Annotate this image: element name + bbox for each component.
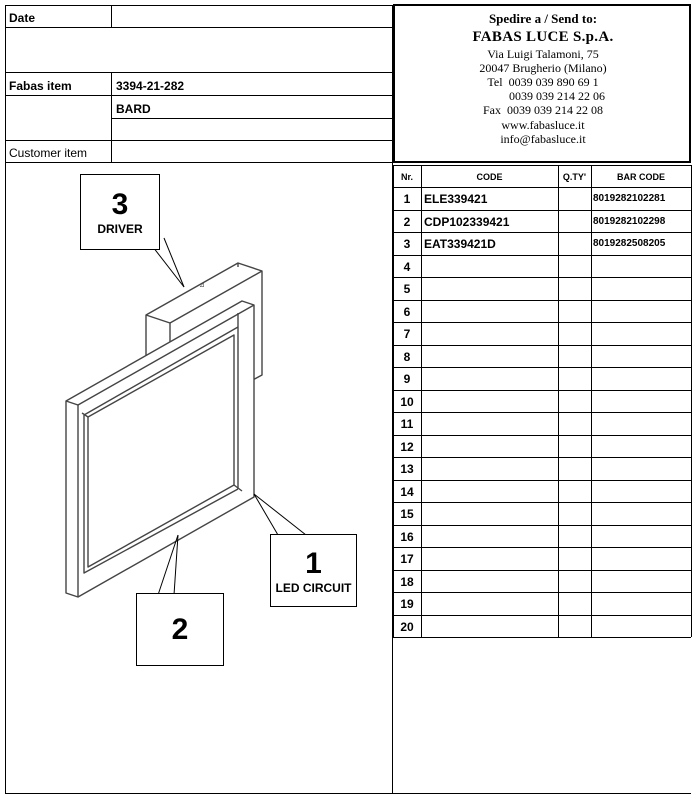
row-code: EAT339421D <box>424 236 496 251</box>
row-barcode <box>591 301 691 323</box>
row-barcode <box>591 571 691 593</box>
row-barcode <box>591 346 691 368</box>
row-qty <box>558 301 591 323</box>
row-number: 9 <box>403 371 411 386</box>
row-qty <box>558 211 591 233</box>
row-barcode <box>591 391 691 413</box>
fabas-item-code: 3394-21-282 <box>116 79 185 93</box>
callout-led-circuit <box>270 534 357 607</box>
row-code <box>421 458 558 480</box>
row-barcode <box>591 503 691 525</box>
customer-item-label: Customer item <box>9 146 88 160</box>
row-code <box>421 481 558 503</box>
row-qty <box>558 346 591 368</box>
col-header-barcode: BAR CODE <box>616 172 665 182</box>
row-code <box>421 548 558 570</box>
row-number: 15 <box>400 506 414 521</box>
row-qty <box>558 323 591 345</box>
address-title: Spedire a / Send to: <box>488 11 598 26</box>
date-label: Date <box>9 11 36 25</box>
row-code <box>421 503 558 525</box>
col-header-qty: Q.TY' <box>562 172 587 182</box>
row-qty <box>558 391 591 413</box>
row-number: 20 <box>400 619 414 634</box>
row-qty <box>558 278 591 300</box>
exploded-diagram <box>6 163 391 792</box>
svg-text:⊿: ⊿ <box>199 282 205 289</box>
company-name: FABAS LUCE S.p.A. <box>472 29 614 45</box>
row-number: 13 <box>400 461 414 476</box>
row-number: 4 <box>403 259 411 274</box>
row-code <box>421 323 558 345</box>
row-code <box>421 391 558 413</box>
callout-2 <box>136 593 224 666</box>
row-code: CDP102339421 <box>424 214 510 229</box>
row-code <box>421 593 558 615</box>
row-barcode <box>591 413 691 435</box>
row-code <box>421 346 558 368</box>
table-rule <box>393 165 691 166</box>
row-number: 14 <box>400 484 414 499</box>
row-code: ELE339421 <box>424 191 488 206</box>
row-number: 12 <box>400 439 414 454</box>
row-number: 3 <box>403 236 411 251</box>
row-code <box>421 571 558 593</box>
row-number: 10 <box>400 394 414 409</box>
row-number: 16 <box>400 529 414 544</box>
fabas-item-label: Fabas item <box>9 79 72 93</box>
address-email[interactable]: info@fabasluce.it <box>500 132 586 146</box>
row-qty <box>558 256 591 278</box>
row-barcode <box>591 548 691 570</box>
row-barcode <box>591 323 691 345</box>
row-code <box>421 256 558 278</box>
row-number: 8 <box>403 349 411 364</box>
row-barcode <box>591 616 691 638</box>
row-barcode: 8019282508205 <box>593 238 666 250</box>
lamp-drawing <box>6 163 391 792</box>
address-web[interactable]: www.fabasluce.it <box>501 118 585 132</box>
callout-2-number: 2 <box>171 612 189 646</box>
row-number: 1 <box>403 191 411 206</box>
row-number: 11 <box>400 416 414 431</box>
row-code <box>421 368 558 390</box>
row-number: 7 <box>403 326 411 341</box>
col-header-code: CODE <box>476 172 503 182</box>
row-code <box>421 616 558 638</box>
row-barcode: 8019282102281 <box>593 193 666 205</box>
row-barcode <box>591 526 691 548</box>
row-qty <box>558 481 591 503</box>
row-qty <box>558 548 591 570</box>
row-qty <box>558 503 591 525</box>
address-city: 20047 Brugherio (Milano) <box>479 61 607 75</box>
row-qty <box>558 188 591 210</box>
row-barcode <box>591 481 691 503</box>
row-barcode <box>591 278 691 300</box>
table-rule <box>691 165 692 637</box>
row-number: 17 <box>400 551 414 566</box>
row-barcode <box>591 593 691 615</box>
callout-led-label: LED CIRCUIT <box>275 580 352 595</box>
address-tel-2: 0039 039 214 22 06 <box>509 89 605 103</box>
row-qty <box>558 571 591 593</box>
callout-driver-number: 3 <box>111 188 129 221</box>
row-number: 19 <box>400 596 414 611</box>
row-code <box>421 413 558 435</box>
row-number: 2 <box>403 214 411 229</box>
row-barcode <box>591 458 691 480</box>
row-qty <box>558 436 591 458</box>
address-fax: Fax 0039 039 214 22 08 <box>483 103 603 117</box>
row-qty <box>558 593 591 615</box>
callout-led-number: 1 <box>305 546 322 580</box>
row-qty <box>558 413 591 435</box>
row-barcode: 8019282102298 <box>593 216 666 228</box>
address-street: Via Luigi Talamoni, 75 <box>487 47 599 61</box>
row-code <box>421 278 558 300</box>
col-header-nr: Nr. <box>400 172 413 182</box>
row-code <box>421 436 558 458</box>
callout-driver <box>80 174 160 250</box>
row-code <box>421 526 558 548</box>
row-qty <box>558 458 591 480</box>
row-number: 18 <box>400 574 414 589</box>
row-barcode <box>591 436 691 458</box>
callout-driver-label: DRIVER <box>97 222 143 236</box>
row-qty <box>558 368 591 390</box>
address-tel: Tel 0039 039 890 69 1 <box>487 75 599 89</box>
row-barcode <box>591 368 691 390</box>
row-code <box>421 301 558 323</box>
row-qty <box>558 526 591 548</box>
row-qty <box>558 616 591 638</box>
row-number: 6 <box>403 304 411 319</box>
row-barcode <box>591 256 691 278</box>
fabas-item-name: BARD <box>116 102 151 116</box>
row-qty <box>558 233 591 255</box>
row-number: 5 <box>403 281 411 296</box>
